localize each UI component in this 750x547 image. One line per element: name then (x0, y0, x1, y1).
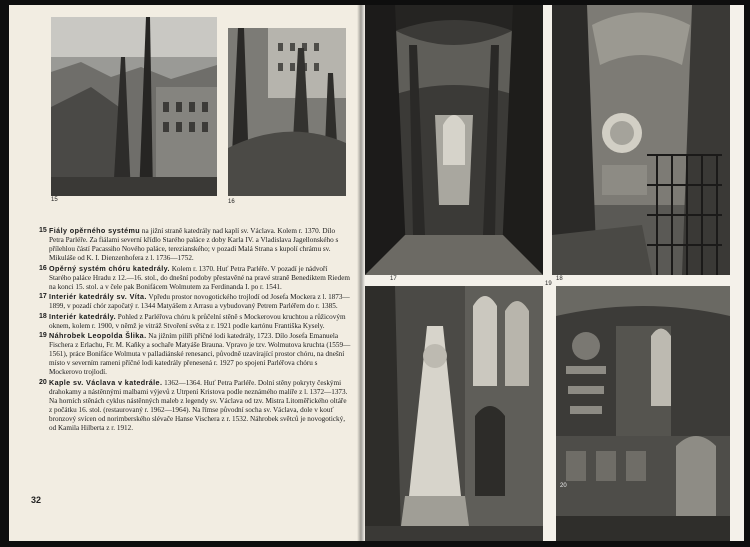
caption-list (39, 226, 351, 434)
figure-number-15: 15 (51, 197, 58, 203)
caption-16 (39, 264, 351, 292)
figure-number-17: 17 (390, 276, 397, 282)
caption-number: 17 (39, 293, 47, 301)
caption-20 (39, 378, 351, 433)
caption-text: Na jižním pilíři příčné lodi katedrály, 1723. Dílo Josefa Emanuela Fischera z Erlachu, Fr. M. Kaňky a sochaře Matyáše Brauna. Vpravo je tzv. Wolmutova kruchta (1559—1561), práce Bonifáce Wolmuta v palladiánské renesanci, původně uzavírající prostor chóru, na dnešní místo v severním rameni příčné lodi katedrály přenesená r. 1927 po spojení Parléřova chóru s Mockerovo trojlodí. (49, 332, 351, 377)
caption-17 (39, 292, 351, 311)
caption-title: Interiér katedrály sv. Víta. (49, 292, 147, 302)
photo-15-spire-roofs (51, 17, 217, 196)
photo-16-buttress-pinnacles (228, 28, 346, 196)
figure-number-20: 20 (560, 483, 567, 489)
figure-number-16: 16 (228, 199, 235, 205)
caption-19 (39, 331, 351, 377)
caption-number: 20 (39, 378, 47, 386)
caption-text: Pohled z Parléřova chóru k průčelní stěně s Mockerovou kruchtou a růžicovým oknem, kolem r. 1900, v němž je vitráž Stvoření světa z r. 1921 podle kartónu Františka Kysely. (49, 312, 346, 330)
caption-18 (39, 312, 351, 331)
caption-number: 15 (39, 227, 47, 234)
caption-text: 1362—1364. Huť Petra Parléře. Dolní stěny pokryty českými drahokamy a nástěnnými malbami výjevů z Utrpení Kristova podle neznámého malíře z l. 1372—1373. Na horních stěnách cyklus nástěnných maleb z legendy sv. Václava od tzv. Mistra Litoměřického oltáře z počátku 16. stol. (restaurovaný r. 1962—1964). Na římse původní socha sv. Václava, dole v kouť bronzový svícen od norimberského slévače Hanse Vischera z r. 1532. Náhrobek světců je novogotický, od Kamila Hilberta z r. 1912. (49, 378, 348, 432)
caption-15 (39, 226, 351, 263)
page-number: 32 (31, 495, 42, 505)
figure-number-18: 18 (556, 276, 563, 282)
caption-text: na jižní straně katedrály nad kaplí sv. Václava. Kolem r. 1370. Dílo Petra Parléře. Za fiálami severní křídlo Starého paláce z doby Karla IV. a Vladislava Jagellonského s přílehlou částí Pacassiho Nového paláce, terezianského; v pozadí Malá Strana s kupolí chrámu sv. Mikuláše od K. I. Dienzenhofera z l. 1736—1752. (49, 227, 339, 262)
caption-number: 19 (39, 332, 47, 340)
caption-number: 18 (39, 312, 47, 320)
photo-18-choir-rose-window (552, 5, 730, 275)
figure-number-19: 19 (545, 281, 552, 287)
caption-text: Vpředu prostor novogotického trojlodí od Josefa Mockera z l. 1873—1899, v pozadí chór započatý r. 1344 Matyášem z Arrasu a vybudovaný Petrem Parléřem do r. 1385. (49, 293, 350, 311)
photo-17-nave-interior (365, 5, 543, 275)
photo-20-wenceslas-chapel (556, 286, 730, 541)
book-gutter (357, 5, 365, 541)
caption-title: Interiér katedrály. (49, 311, 116, 321)
caption-number: 16 (39, 264, 47, 272)
caption-text: Kolem r. 1370. Huť Petra Parléře. V pozadí je nádvoří Starého paláce Hradu z 12.—16. stol., do dnešní podoby přestavěné na pravé straně Benediktem Riedem na konci 15. stol. a v čele pak Bonifácem Wolmutem za Ferdinanda I. po r. 1541. (49, 264, 350, 291)
caption-title: Fiály opěrného systému (49, 226, 141, 235)
caption-title: Kaple sv. Václava v katedrále. (49, 377, 163, 387)
photo-19-baroque-tomb (365, 286, 543, 541)
caption-title: Náhrobek Leopolda Šlika. (49, 331, 147, 341)
caption-title: Opěrný systém chóru katedrály. (49, 263, 170, 273)
